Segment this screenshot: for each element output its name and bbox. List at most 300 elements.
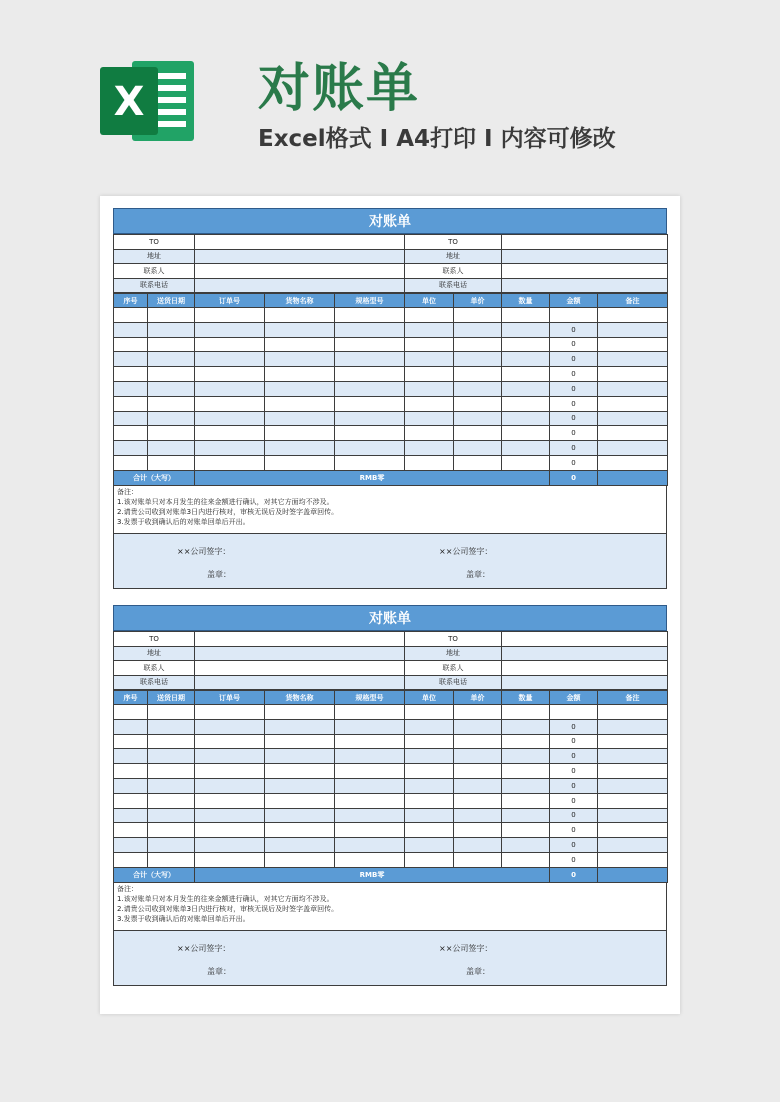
table-cell bbox=[598, 793, 668, 808]
table-cell bbox=[454, 734, 502, 749]
info-value-left bbox=[195, 249, 405, 264]
table-cell bbox=[454, 705, 502, 720]
table-cell bbox=[114, 823, 148, 838]
table-row bbox=[114, 352, 668, 367]
table-cell bbox=[405, 808, 454, 823]
table-cell bbox=[195, 441, 265, 456]
table-cell bbox=[195, 352, 265, 367]
column-header: 单价 bbox=[454, 691, 502, 705]
table-cell bbox=[114, 852, 148, 867]
table-cell bbox=[195, 705, 265, 720]
table-cell bbox=[454, 308, 502, 323]
table-cell bbox=[148, 455, 195, 470]
note-line: 3.发票于收到确认后的对账单回单后开出。 bbox=[117, 914, 250, 923]
info-table bbox=[113, 631, 668, 690]
table-cell bbox=[405, 778, 454, 793]
note-line: 2.请贵公司收到对账单3日内进行核对，审核无误后及时签字盖章回传。 bbox=[117, 507, 339, 516]
column-header-row bbox=[114, 294, 668, 308]
table-cell bbox=[502, 764, 550, 779]
table-cell bbox=[148, 337, 195, 352]
table-cell bbox=[148, 352, 195, 367]
table-cell bbox=[454, 322, 502, 337]
table-cell bbox=[148, 838, 195, 853]
table-cell bbox=[195, 838, 265, 853]
amount-cell: 0 bbox=[550, 411, 598, 426]
column-header: 数量 bbox=[502, 691, 550, 705]
table-cell bbox=[265, 441, 335, 456]
table-row bbox=[114, 441, 668, 456]
table-cell bbox=[405, 823, 454, 838]
column-header: 货物名称 bbox=[265, 294, 335, 308]
table-cell bbox=[265, 764, 335, 779]
table-cell bbox=[335, 455, 405, 470]
table-cell bbox=[195, 411, 265, 426]
table-cell bbox=[454, 367, 502, 382]
amount-cell: 0 bbox=[550, 367, 598, 382]
table-cell bbox=[114, 705, 148, 720]
info-row bbox=[114, 675, 668, 690]
notes-box bbox=[113, 883, 667, 931]
info-value-right bbox=[502, 235, 668, 250]
total-remark bbox=[598, 867, 668, 882]
table-cell bbox=[454, 441, 502, 456]
table-cell bbox=[195, 308, 265, 323]
info-value-right bbox=[502, 646, 668, 661]
amount-cell: 0 bbox=[550, 396, 598, 411]
table-cell bbox=[405, 396, 454, 411]
table-cell bbox=[502, 381, 550, 396]
note-line: 1.该对账单只对本月发生的往来金额进行确认，对其它方面均不涉及。 bbox=[117, 497, 334, 506]
table-cell bbox=[114, 749, 148, 764]
table-cell bbox=[265, 426, 335, 441]
table-cell bbox=[265, 455, 335, 470]
table-cell bbox=[335, 352, 405, 367]
table-cell bbox=[114, 322, 148, 337]
amount-cell: 0 bbox=[550, 719, 598, 734]
table-cell bbox=[335, 426, 405, 441]
table-cell bbox=[335, 823, 405, 838]
table-cell bbox=[114, 441, 148, 456]
amount-cell: 0 bbox=[550, 764, 598, 779]
table-cell bbox=[502, 322, 550, 337]
table-cell bbox=[148, 411, 195, 426]
table-cell bbox=[148, 764, 195, 779]
excel-logo-icon bbox=[100, 55, 196, 147]
table-cell bbox=[335, 749, 405, 764]
info-label-left: 联系电话 bbox=[114, 675, 195, 690]
table-cell bbox=[502, 793, 550, 808]
info-value-left bbox=[195, 675, 405, 690]
table-cell bbox=[502, 778, 550, 793]
logo-letter: X bbox=[113, 79, 145, 125]
column-header: 单位 bbox=[405, 691, 454, 705]
amount-cell: 0 bbox=[550, 838, 598, 853]
table-cell bbox=[335, 778, 405, 793]
table-cell bbox=[502, 705, 550, 720]
amount-cell: 0 bbox=[550, 749, 598, 764]
total-label: 合计（大写） bbox=[114, 867, 195, 882]
table-cell bbox=[598, 322, 668, 337]
table-cell bbox=[195, 455, 265, 470]
total-row bbox=[114, 867, 668, 882]
signature-area bbox=[113, 534, 667, 589]
table-cell bbox=[335, 337, 405, 352]
column-header: 送货日期 bbox=[148, 294, 195, 308]
table-cell bbox=[598, 852, 668, 867]
table-cell bbox=[195, 808, 265, 823]
table-cell bbox=[598, 308, 668, 323]
table-cell bbox=[265, 852, 335, 867]
table-cell bbox=[335, 838, 405, 853]
table-cell bbox=[265, 322, 335, 337]
table-cell bbox=[598, 838, 668, 853]
stamp-label-left: 盖章： bbox=[207, 569, 231, 579]
table-cell bbox=[502, 352, 550, 367]
info-label-left: TO bbox=[114, 235, 195, 250]
info-value-right bbox=[502, 278, 668, 293]
stamp-label-right: 盖章： bbox=[466, 569, 490, 579]
table-cell bbox=[454, 778, 502, 793]
table-cell bbox=[265, 381, 335, 396]
table-cell bbox=[598, 719, 668, 734]
info-value-right bbox=[502, 249, 668, 264]
table-row bbox=[114, 852, 668, 867]
table-cell bbox=[598, 778, 668, 793]
info-label-right: 地址 bbox=[405, 646, 502, 661]
table-cell bbox=[405, 852, 454, 867]
info-row bbox=[114, 646, 668, 661]
table-cell bbox=[195, 734, 265, 749]
table-row bbox=[114, 381, 668, 396]
table-cell bbox=[405, 337, 454, 352]
table-cell bbox=[335, 308, 405, 323]
column-header: 金额 bbox=[550, 294, 598, 308]
column-header: 备注 bbox=[598, 294, 668, 308]
table-cell bbox=[335, 764, 405, 779]
table-cell bbox=[405, 734, 454, 749]
info-label-right: TO bbox=[405, 235, 502, 250]
info-value-left bbox=[195, 235, 405, 250]
table-cell bbox=[148, 793, 195, 808]
statement-sheet-1 bbox=[113, 208, 667, 589]
table-row bbox=[114, 455, 668, 470]
table-cell bbox=[148, 381, 195, 396]
table-cell bbox=[502, 308, 550, 323]
table-cell bbox=[195, 749, 265, 764]
column-header: 订单号 bbox=[195, 294, 265, 308]
table-row bbox=[114, 778, 668, 793]
total-amount: 0 bbox=[550, 867, 598, 882]
table-cell bbox=[502, 455, 550, 470]
table-cell bbox=[114, 396, 148, 411]
table-cell bbox=[405, 764, 454, 779]
column-header: 规格型号 bbox=[335, 691, 405, 705]
table-cell bbox=[265, 352, 335, 367]
amount-cell: 0 bbox=[550, 426, 598, 441]
table-cell bbox=[265, 367, 335, 382]
table-cell bbox=[335, 793, 405, 808]
table-row bbox=[114, 367, 668, 382]
info-label-left: 地址 bbox=[114, 646, 195, 661]
table-row bbox=[114, 808, 668, 823]
table-cell bbox=[598, 426, 668, 441]
total-currency: RMB零 bbox=[195, 867, 550, 882]
table-cell bbox=[598, 337, 668, 352]
column-header: 货物名称 bbox=[265, 691, 335, 705]
info-row bbox=[114, 249, 668, 264]
table-cell bbox=[405, 352, 454, 367]
table-cell bbox=[454, 749, 502, 764]
table-cell bbox=[598, 749, 668, 764]
table-row bbox=[114, 411, 668, 426]
table-cell bbox=[265, 793, 335, 808]
table-cell bbox=[598, 455, 668, 470]
table-cell bbox=[114, 778, 148, 793]
amount-cell: 0 bbox=[550, 778, 598, 793]
table-cell bbox=[265, 308, 335, 323]
info-value-left bbox=[195, 278, 405, 293]
stamp-label-right: 盖章： bbox=[466, 966, 490, 976]
table-cell bbox=[265, 778, 335, 793]
table-cell bbox=[502, 719, 550, 734]
table-cell bbox=[454, 352, 502, 367]
stamp-label-left: 盖章： bbox=[207, 966, 231, 976]
table-cell bbox=[502, 749, 550, 764]
info-row bbox=[114, 235, 668, 250]
table-cell bbox=[454, 411, 502, 426]
amount-cell: 0 bbox=[550, 852, 598, 867]
table-cell bbox=[454, 719, 502, 734]
table-cell bbox=[598, 441, 668, 456]
table-cell bbox=[335, 367, 405, 382]
table-row bbox=[114, 764, 668, 779]
table-cell bbox=[335, 705, 405, 720]
info-label-right: TO bbox=[405, 632, 502, 647]
info-label-right: 联系电话 bbox=[405, 675, 502, 690]
table-cell bbox=[335, 719, 405, 734]
table-cell bbox=[454, 793, 502, 808]
table-cell bbox=[405, 441, 454, 456]
table-cell bbox=[454, 337, 502, 352]
table-cell bbox=[502, 367, 550, 382]
column-header-row bbox=[114, 691, 668, 705]
table-cell bbox=[148, 778, 195, 793]
table-row bbox=[114, 734, 668, 749]
column-header: 序号 bbox=[114, 294, 148, 308]
statement-sheet-2 bbox=[113, 605, 667, 986]
table-cell bbox=[195, 396, 265, 411]
note-line: 备注： bbox=[117, 884, 138, 893]
table-cell bbox=[405, 455, 454, 470]
table-cell bbox=[265, 411, 335, 426]
amount-cell: 0 bbox=[550, 352, 598, 367]
table-cell bbox=[114, 793, 148, 808]
table-cell bbox=[265, 719, 335, 734]
table-cell bbox=[265, 838, 335, 853]
info-value-right bbox=[502, 632, 668, 647]
amount-cell: 0 bbox=[550, 734, 598, 749]
table-cell bbox=[148, 426, 195, 441]
table-cell bbox=[114, 764, 148, 779]
amount-cell: 0 bbox=[550, 455, 598, 470]
table-cell bbox=[405, 719, 454, 734]
table-cell bbox=[405, 426, 454, 441]
amount-cell: 0 bbox=[550, 337, 598, 352]
info-label-left: 联系电话 bbox=[114, 278, 195, 293]
table-cell bbox=[114, 838, 148, 853]
table-cell bbox=[114, 337, 148, 352]
table-cell bbox=[148, 852, 195, 867]
table-cell bbox=[598, 367, 668, 382]
table-cell bbox=[265, 823, 335, 838]
amount-cell: 0 bbox=[550, 381, 598, 396]
table-cell bbox=[335, 441, 405, 456]
table-cell bbox=[405, 705, 454, 720]
amount-cell: 0 bbox=[550, 793, 598, 808]
table-cell bbox=[502, 396, 550, 411]
table-cell bbox=[598, 411, 668, 426]
column-header: 金额 bbox=[550, 691, 598, 705]
company-sign-label-left: ××公司签字： bbox=[177, 546, 231, 556]
table-cell bbox=[335, 381, 405, 396]
info-value-right bbox=[502, 675, 668, 690]
table-row bbox=[114, 396, 668, 411]
signature-area bbox=[113, 931, 667, 986]
table-cell bbox=[405, 308, 454, 323]
table-cell bbox=[502, 337, 550, 352]
table-cell bbox=[265, 749, 335, 764]
info-value-left bbox=[195, 661, 405, 676]
table-cell bbox=[502, 823, 550, 838]
table-cell bbox=[335, 734, 405, 749]
table-cell bbox=[195, 322, 265, 337]
table-cell bbox=[405, 322, 454, 337]
table-cell bbox=[114, 734, 148, 749]
items-table bbox=[113, 690, 668, 883]
info-label-right: 联系人 bbox=[405, 661, 502, 676]
total-amount: 0 bbox=[550, 470, 598, 485]
table-cell bbox=[114, 367, 148, 382]
table-cell bbox=[598, 764, 668, 779]
sheet-title: 对账单 bbox=[113, 208, 667, 234]
amount-cell: 0 bbox=[550, 808, 598, 823]
table-row bbox=[114, 823, 668, 838]
table-cell bbox=[335, 411, 405, 426]
amount-cell bbox=[550, 705, 598, 720]
notes-box bbox=[113, 486, 667, 534]
table-cell bbox=[114, 381, 148, 396]
column-header: 单位 bbox=[405, 294, 454, 308]
table-cell bbox=[502, 852, 550, 867]
info-label-right: 联系人 bbox=[405, 264, 502, 279]
table-cell bbox=[454, 455, 502, 470]
column-header: 数量 bbox=[502, 294, 550, 308]
table-cell bbox=[265, 337, 335, 352]
table-cell bbox=[405, 793, 454, 808]
table-cell bbox=[148, 308, 195, 323]
table-cell bbox=[454, 764, 502, 779]
table-cell bbox=[195, 764, 265, 779]
amount-cell: 0 bbox=[550, 322, 598, 337]
column-header: 备注 bbox=[598, 691, 668, 705]
table-cell bbox=[148, 719, 195, 734]
table-cell bbox=[405, 367, 454, 382]
table-cell bbox=[195, 719, 265, 734]
table-cell bbox=[405, 381, 454, 396]
table-cell bbox=[195, 381, 265, 396]
table-cell bbox=[598, 823, 668, 838]
table-row bbox=[114, 426, 668, 441]
info-row bbox=[114, 264, 668, 279]
table-cell bbox=[454, 808, 502, 823]
table-cell bbox=[598, 705, 668, 720]
sheet-title: 对账单 bbox=[113, 605, 667, 631]
info-label-right: 联系电话 bbox=[405, 278, 502, 293]
table-cell bbox=[114, 426, 148, 441]
table-cell bbox=[265, 808, 335, 823]
table-cell bbox=[148, 749, 195, 764]
total-row bbox=[114, 470, 668, 485]
amount-cell: 0 bbox=[550, 823, 598, 838]
amount-cell bbox=[550, 308, 598, 323]
info-table bbox=[113, 234, 668, 293]
table-cell bbox=[502, 838, 550, 853]
info-value-left bbox=[195, 646, 405, 661]
table-cell bbox=[148, 322, 195, 337]
total-currency: RMB零 bbox=[195, 470, 550, 485]
table-row bbox=[114, 322, 668, 337]
table-row bbox=[114, 337, 668, 352]
table-cell bbox=[148, 734, 195, 749]
table-cell bbox=[598, 396, 668, 411]
table-row bbox=[114, 749, 668, 764]
table-cell bbox=[148, 396, 195, 411]
table-cell bbox=[265, 734, 335, 749]
table-cell bbox=[148, 823, 195, 838]
table-cell bbox=[195, 778, 265, 793]
note-line: 3.发票于收到确认后的对账单回单后开出。 bbox=[117, 517, 250, 526]
table-cell bbox=[502, 411, 550, 426]
column-header: 规格型号 bbox=[335, 294, 405, 308]
table-cell bbox=[454, 852, 502, 867]
items-table bbox=[113, 293, 668, 486]
info-row bbox=[114, 278, 668, 293]
table-cell bbox=[335, 852, 405, 867]
table-cell bbox=[148, 808, 195, 823]
table-cell bbox=[195, 823, 265, 838]
table-cell bbox=[114, 719, 148, 734]
company-sign-label-right: ××公司签字： bbox=[439, 546, 493, 556]
info-label-left: 联系人 bbox=[114, 661, 195, 676]
table-cell bbox=[454, 396, 502, 411]
note-line: 2.请贵公司收到对账单3日内进行核对，审核无误后及时签字盖章回传。 bbox=[117, 904, 339, 913]
info-label-left: 联系人 bbox=[114, 264, 195, 279]
amount-cell: 0 bbox=[550, 441, 598, 456]
total-remark bbox=[598, 470, 668, 485]
table-cell bbox=[598, 808, 668, 823]
table-cell bbox=[502, 808, 550, 823]
table-cell bbox=[114, 455, 148, 470]
table-cell bbox=[148, 367, 195, 382]
table-row bbox=[114, 719, 668, 734]
table-cell bbox=[148, 705, 195, 720]
table-cell bbox=[148, 441, 195, 456]
table-cell bbox=[195, 852, 265, 867]
info-row bbox=[114, 661, 668, 676]
info-value-left bbox=[195, 632, 405, 647]
note-line: 1.该对账单只对本月发生的往来金额进行确认，对其它方面均不涉及。 bbox=[117, 894, 334, 903]
table-cell bbox=[502, 426, 550, 441]
